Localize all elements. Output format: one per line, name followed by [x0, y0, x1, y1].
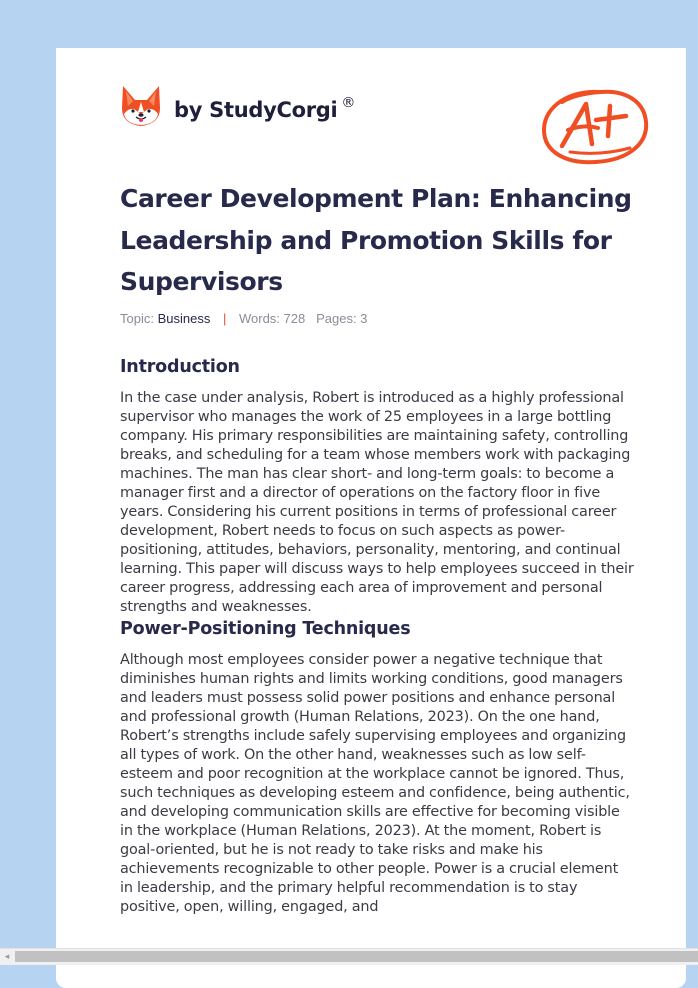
word-count: Words: 728: [238, 310, 306, 326]
horizontal-scrollbar[interactable]: [0, 948, 698, 965]
registered-mark: ®: [341, 95, 356, 111]
page-count: Pages: 3: [316, 310, 368, 326]
scroll-left-arrow-icon[interactable]: ◂: [4, 952, 10, 962]
brand-name-text: by StudyCorgi: [174, 98, 338, 122]
section-body-introduction: In the case under analysis, Robert is introduced as a highly professional supervisor who manages the work of 25 employees in a large bottling company. His primary responsibilities are maintaining safety, controlling breaks, and scheduling for a team whose members work with packaging machines. The man has clear short- and long-term goals: to become a manager first and a director of operations on the factory floor in five years. Considering his current positions in terms of professional career development, Robert needs to focus on such aspects as power-positioning, attitudes, behaviors, personality, mentoring, and continual learning. This paper will discuss ways to help employees succeed in their career progress, addressing each area of improvement and personal strengths and weaknesses.: [120, 389, 634, 615]
brand-name: [174, 95, 356, 122]
section-heading-introduction: Introduction: [120, 356, 240, 377]
a-plus-grade-icon: [540, 86, 652, 168]
document-header: [120, 76, 650, 146]
corgi-logo-icon: [120, 84, 162, 128]
meta-separator: |: [222, 310, 227, 326]
document-meta: [120, 311, 635, 331]
document-title: Career Development Plan: Enhancing Leadership and Promotion Skills for Supervisors: [120, 184, 632, 296]
document-card: [56, 48, 686, 988]
document-content: [120, 178, 635, 917]
topic-label: Topic:: [120, 310, 154, 326]
scrollbar-thumb[interactable]: [15, 951, 698, 962]
studycorgi-logo[interactable]: [120, 76, 355, 136]
section-body-power-positioning: Although most employees consider power a negative technique that diminishes human rights and limits working conditions, good managers and leaders must possess solid power positions and enhance personal and professional growth (Human Relations, 2023). On the one hand, Robert’s strengths include safely supervising employees and organizing all types of work. On the other hand, weaknesses such as low self-esteem and poor recognition at the workplace cannot be ignored. Thus, such techniques as developing esteem and confidence, being authentic, and developing communication skills are effective for becoming visible in the workplace (Human Relations, 2023). At the moment, Robert is goal-oriented, but he is not ready to take risks and make his achievements recognizable to other people. Power is a crucial element in leadership, and the primary helpful recommendation is to stay positive, open, willing, engaged, and: [120, 651, 630, 915]
topic-link[interactable]: Business: [157, 310, 211, 326]
section-heading-power-positioning: Power-Positioning Techniques: [120, 618, 411, 639]
